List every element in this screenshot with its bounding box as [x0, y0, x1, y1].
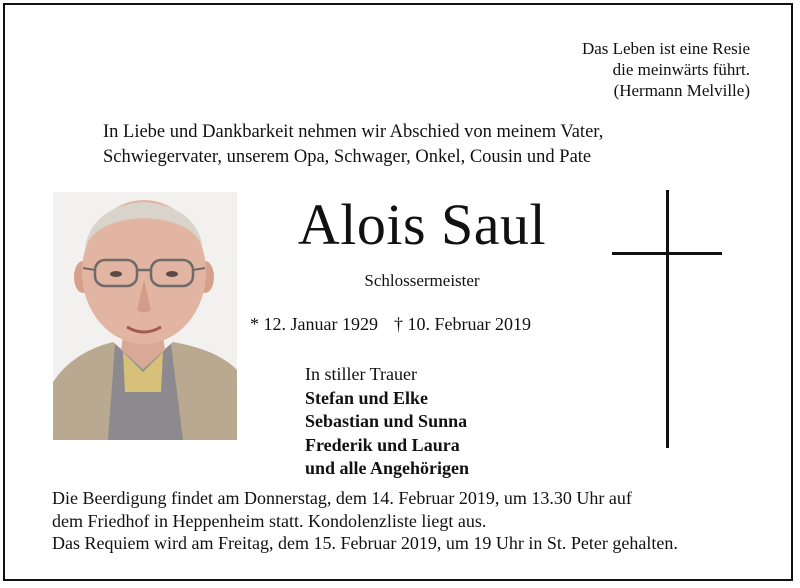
quote-line-1: Das Leben ist eine Resie [581, 39, 750, 58]
mourner-name: Stefan und Elke [305, 387, 429, 408]
mourner-name: und alle Angehörigen [305, 458, 470, 478]
birth-date: * 12. Januar 1929 [250, 314, 378, 334]
cross-horizontal-bar [612, 252, 722, 255]
deceased-profession: Schlossermeister [364, 271, 480, 290]
mourner-name: Frederik und Laura [305, 434, 460, 455]
mourners-block [305, 363, 605, 481]
intro-text [103, 120, 723, 170]
funeral-line-2: dem Friedhof in Heppenheim statt. Kondolenzliste liegt aus. [52, 510, 487, 531]
cross-vertical-bar [666, 190, 669, 448]
funeral-info [52, 487, 772, 555]
death-date: † 10. Februar 2019 [393, 314, 531, 334]
mourner-name: Sebastian und Sunna [305, 411, 468, 431]
intro-line-1: In Liebe und Dankbarkeit nehmen wir Abschied von meinem Vater, [103, 122, 604, 142]
funeral-line-1: Die Beerdigung findet am Donnerstag, dem 14. Februar 2019, um 13.30 Uhr auf [52, 488, 632, 508]
quote-block [490, 38, 750, 101]
funeral-line-3: Das Requiem wird am Freitag, dem 15. Februar 2019, um 19 Uhr in St. Peter gehalten. [52, 533, 678, 553]
mourners-intro: In stiller Trauer [305, 364, 417, 384]
life-dates [250, 313, 590, 335]
quote-author: (Hermann Melville) [613, 81, 750, 100]
portrait-illustration [53, 192, 237, 440]
intro-line-2: Schwiegervater, unserem Opa, Schwager, Onkel, Cousin und Pate [103, 147, 592, 167]
portrait-photo [53, 192, 237, 440]
quote-line-2: die meinwärts führt. [612, 60, 750, 79]
deceased-name: Alois Saul [297, 192, 547, 257]
